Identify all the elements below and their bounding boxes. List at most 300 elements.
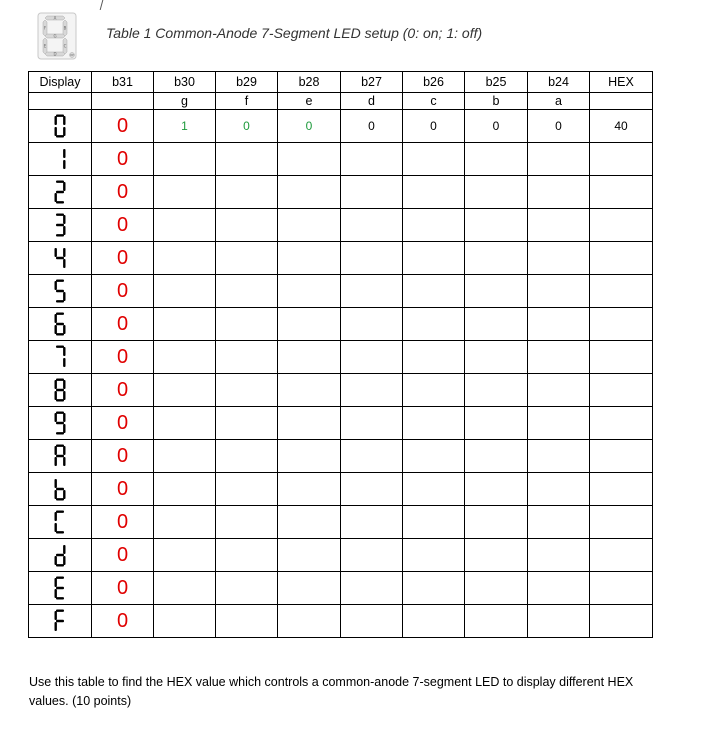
segment-c: [63, 490, 65, 499]
bit-cell-b29[interactable]: [216, 143, 278, 176]
segment-g: [56, 587, 64, 589]
segment-f: [55, 380, 57, 389]
segment-d: [56, 201, 64, 203]
hex-cell[interactable]: [590, 308, 653, 341]
segment-cell: [590, 93, 653, 110]
display-cell: [29, 308, 92, 341]
bit-cell-b25[interactable]: [465, 242, 528, 275]
b31-cell: 0: [92, 143, 154, 176]
b31-cell: 0: [92, 572, 154, 605]
bit-cell-b25[interactable]: 0: [465, 110, 528, 143]
seven-segment-digit-icon: [54, 180, 66, 204]
segment-c: [63, 391, 65, 400]
bit-cell-b30[interactable]: [154, 143, 216, 176]
b31-cell: 0: [92, 341, 154, 374]
bit-cell-b27[interactable]: [341, 572, 403, 605]
b31-cell: 0: [92, 506, 154, 539]
bit-cell-b27[interactable]: [341, 242, 403, 275]
segment-a: [56, 610, 64, 612]
bit-cell-b24[interactable]: [528, 242, 590, 275]
bit-cell-b28[interactable]: [278, 308, 341, 341]
header-b24: b24: [528, 72, 590, 93]
bit-cell-b28[interactable]: [278, 572, 341, 605]
seven-segment-digit-icon: [54, 609, 66, 633]
bit-cell-b24[interactable]: [528, 176, 590, 209]
segment-d: [56, 531, 64, 533]
table-row: [29, 209, 653, 242]
hex-cell[interactable]: [590, 440, 653, 473]
bit-cell-b24[interactable]: [528, 605, 590, 638]
b31-cell: 0: [92, 440, 154, 473]
segment-label-e: E: [43, 43, 47, 49]
table-row: [29, 572, 653, 605]
segment-cell: b: [465, 93, 528, 110]
bit-cell-b24[interactable]: [528, 407, 590, 440]
bit-cell-b29[interactable]: [216, 209, 278, 242]
segment-f: [55, 314, 57, 323]
table-row: [29, 374, 653, 407]
bit-cell-b24[interactable]: [528, 440, 590, 473]
segment-a: [56, 412, 64, 414]
bit-cell-b27[interactable]: [341, 275, 403, 308]
seven-segment-digit-icon: [54, 510, 66, 534]
segment-c: [63, 160, 65, 169]
bit-cell-b25[interactable]: [465, 341, 528, 374]
seven-segment-digit-icon: [54, 378, 66, 402]
display-cell: [29, 572, 92, 605]
bit-cell-b29[interactable]: 0: [216, 110, 278, 143]
bit-cell-b28[interactable]: [278, 605, 341, 638]
table-row: [29, 308, 653, 341]
hex-cell[interactable]: [590, 176, 653, 209]
table-row: [29, 539, 653, 572]
segment-b: [63, 182, 65, 191]
bit-cell-b30[interactable]: [154, 374, 216, 407]
segment-g: [56, 620, 64, 622]
bit-cell-b24[interactable]: [528, 209, 590, 242]
bit-cell-b29[interactable]: [216, 176, 278, 209]
display-cell: [29, 275, 92, 308]
segment-cell: e: [278, 93, 341, 110]
bit-cell-b30[interactable]: [154, 473, 216, 506]
b31-cell: 0: [92, 539, 154, 572]
hex-cell[interactable]: [590, 374, 653, 407]
segment-c: [63, 424, 65, 433]
segment-cell: c: [403, 93, 465, 110]
bit-cell-b24[interactable]: [528, 275, 590, 308]
bit-cell-b25[interactable]: [465, 176, 528, 209]
bit-cell-b29[interactable]: [216, 440, 278, 473]
segment-d: [56, 597, 64, 599]
bit-cell-b25[interactable]: [465, 209, 528, 242]
bit-cell-b25[interactable]: [465, 506, 528, 539]
segment-g: [56, 224, 64, 226]
segment-b: [63, 380, 65, 389]
header-display: Display: [29, 72, 92, 93]
bit-cell-b30[interactable]: 1: [154, 110, 216, 143]
b31-cell: 0: [92, 209, 154, 242]
bit-cell-b25[interactable]: [465, 473, 528, 506]
bit-cell-b27[interactable]: 0: [341, 110, 403, 143]
bit-cell-b28[interactable]: [278, 473, 341, 506]
bit-cell-b30[interactable]: [154, 605, 216, 638]
segment-a: [56, 214, 64, 216]
bit-cell-b29[interactable]: [216, 572, 278, 605]
bit-cell-b26[interactable]: [403, 374, 465, 407]
segment-cell: [92, 93, 154, 110]
segment-d: [56, 234, 64, 236]
bit-cell-b29[interactable]: [216, 539, 278, 572]
seven-segment-diagram-icon: [37, 12, 77, 60]
bit-cell-b26[interactable]: [403, 473, 465, 506]
bit-cell-b27[interactable]: [341, 308, 403, 341]
bit-cell-b26[interactable]: [403, 209, 465, 242]
bit-cell-b25[interactable]: [465, 407, 528, 440]
display-cell: [29, 605, 92, 638]
seven-segment-digit-icon: [54, 411, 66, 435]
segment-e: [55, 523, 57, 532]
bit-cell-b25[interactable]: [465, 275, 528, 308]
header-b29: b29: [216, 72, 278, 93]
bit-cell-b28[interactable]: [278, 242, 341, 275]
bit-cell-b27[interactable]: [341, 605, 403, 638]
hex-cell[interactable]: [590, 473, 653, 506]
segment-a: [56, 181, 64, 183]
bit-cell-b25[interactable]: [465, 539, 528, 572]
bit-cell-b25[interactable]: [465, 308, 528, 341]
segment-a: [56, 379, 64, 381]
seven-segment-digit-icon: [54, 246, 66, 270]
bit-cell-b24[interactable]: 0: [528, 110, 590, 143]
bit-cell-b28[interactable]: [278, 176, 341, 209]
segment-d: [56, 399, 64, 401]
instruction-note: Use this table to find the HEX value which controls a common-anode 7-segment LED to display different HEX values. (10 points): [29, 675, 634, 708]
bit-cell-b30[interactable]: [154, 407, 216, 440]
bit-cell-b26[interactable]: [403, 341, 465, 374]
segment-d: [56, 333, 64, 335]
bit-cell-b24[interactable]: [528, 539, 590, 572]
bit-cell-b24[interactable]: [528, 473, 590, 506]
bit-cell-b26[interactable]: [403, 572, 465, 605]
bit-cell-b28[interactable]: 0: [278, 110, 341, 143]
bit-cell-b26[interactable]: [403, 539, 465, 572]
bit-cell-b29[interactable]: [216, 275, 278, 308]
bit-cell-b24[interactable]: [528, 143, 590, 176]
display-cell: [29, 143, 92, 176]
hex-cell[interactable]: [590, 605, 653, 638]
header-b26: b26: [403, 72, 465, 93]
table-row: [29, 605, 653, 638]
bit-cell-b26[interactable]: [403, 143, 465, 176]
bit-cell-b30[interactable]: [154, 308, 216, 341]
segment-b: [63, 347, 65, 356]
hex-cell[interactable]: 40: [590, 110, 653, 143]
bit-cell-b27[interactable]: [341, 440, 403, 473]
bit-cell-b26[interactable]: [403, 506, 465, 539]
segment-d: [56, 432, 64, 434]
segment-c: [63, 325, 65, 334]
segment-f: [55, 281, 57, 290]
segment-g: [56, 422, 64, 424]
segment-e: [55, 127, 57, 136]
bit-cell-b30[interactable]: [154, 176, 216, 209]
segment-a: [56, 280, 64, 282]
table-row: [29, 242, 653, 275]
table-row: [29, 341, 653, 374]
segment-g: [56, 257, 64, 259]
seven-segment-digit-icon: [54, 213, 66, 237]
bit-cell-b27[interactable]: [341, 209, 403, 242]
bit-cell-b29[interactable]: [216, 605, 278, 638]
table-row: [29, 143, 653, 176]
table-row: [29, 440, 653, 473]
stray-mark: [100, 0, 104, 10]
bit-cell-b30[interactable]: [154, 539, 216, 572]
hex-cell[interactable]: [590, 242, 653, 275]
segment-f: [55, 248, 57, 257]
bit-cell-b28[interactable]: [278, 407, 341, 440]
bit-cell-b24[interactable]: [528, 506, 590, 539]
bit-cell-b27[interactable]: [341, 407, 403, 440]
b31-cell: 0: [92, 605, 154, 638]
bit-cell-b25[interactable]: [465, 374, 528, 407]
bit-cell-b24[interactable]: [528, 374, 590, 407]
segment-g: [56, 488, 64, 490]
hex-cell[interactable]: [590, 209, 653, 242]
display-cell: [29, 506, 92, 539]
bit-cell-b26[interactable]: [403, 176, 465, 209]
segment-c: [63, 259, 65, 268]
hex-cell[interactable]: [590, 143, 653, 176]
segment-g: [56, 455, 64, 457]
segment-cell: a: [528, 93, 590, 110]
b31-cell: 0: [92, 275, 154, 308]
bit-cell-b24[interactable]: [528, 572, 590, 605]
bit-cell-b27[interactable]: [341, 506, 403, 539]
segment-g: [56, 389, 64, 391]
bit-cell-b25[interactable]: [465, 143, 528, 176]
segment-b: [63, 446, 65, 455]
segment-f: [55, 611, 57, 620]
display-cell: [29, 539, 92, 572]
bit-cell-b28[interactable]: [278, 275, 341, 308]
seven-segment-digit-icon: [54, 444, 66, 468]
segment-a: [56, 577, 64, 579]
segment-a: [56, 313, 64, 315]
segment-a: [56, 346, 64, 348]
segment-label-g: G: [53, 33, 57, 39]
segment-e: [55, 589, 57, 598]
hex-cell[interactable]: [590, 506, 653, 539]
b31-cell: 0: [92, 473, 154, 506]
segment-row: [29, 93, 653, 110]
bit-cell-b27[interactable]: [341, 374, 403, 407]
header-hex: HEX: [590, 72, 653, 93]
bit-cell-b28[interactable]: [278, 209, 341, 242]
segment-f: [55, 413, 57, 422]
segment-c: [63, 556, 65, 565]
hex-cell[interactable]: [590, 539, 653, 572]
header-b30: b30: [154, 72, 216, 93]
segment-f: [55, 446, 57, 455]
bit-cell-b25[interactable]: [465, 605, 528, 638]
bit-cell-b26[interactable]: [403, 275, 465, 308]
seven-segment-digit-icon: [54, 279, 66, 303]
table-body: [29, 110, 653, 638]
segment-g: [56, 290, 64, 292]
hex-cell[interactable]: [590, 341, 653, 374]
b31-cell: 0: [92, 308, 154, 341]
header-b27: b27: [341, 72, 403, 93]
display-cell: [29, 242, 92, 275]
segment-c: [63, 457, 65, 466]
segment-c: [63, 127, 65, 136]
display-cell: [29, 473, 92, 506]
bit-cell-b26[interactable]: 0: [403, 110, 465, 143]
bit-cell-b26[interactable]: [403, 605, 465, 638]
segment-b: [63, 149, 65, 158]
b31-cell: 0: [92, 407, 154, 440]
segment-e: [55, 556, 57, 565]
display-cell: [29, 440, 92, 473]
segment-f: [55, 512, 57, 521]
table-row: [29, 110, 653, 143]
segment-cell: g: [154, 93, 216, 110]
table-row: [29, 473, 653, 506]
display-cell: [29, 209, 92, 242]
bit-cell-b27[interactable]: [341, 143, 403, 176]
segment-c: [63, 226, 65, 235]
bit-cell-b27[interactable]: [341, 176, 403, 209]
bit-cell-b29[interactable]: [216, 308, 278, 341]
bit-cell-b24[interactable]: [528, 308, 590, 341]
b31-cell: 0: [92, 110, 154, 143]
bit-cell-b29[interactable]: [216, 341, 278, 374]
segment-label-a: A: [53, 15, 57, 21]
segment-label-f: F: [43, 25, 47, 31]
display-cell: [29, 407, 92, 440]
segment-e: [55, 490, 57, 499]
segment-label-c: C: [63, 43, 67, 49]
segment-a: [56, 445, 64, 447]
bit-cell-b30[interactable]: [154, 440, 216, 473]
header-b25: b25: [465, 72, 528, 93]
seven-segment-digit-icon: [54, 576, 66, 600]
segment-g: [56, 191, 64, 193]
seven-segment-digit-icon: [54, 114, 66, 138]
bit-cell-b27[interactable]: [341, 341, 403, 374]
table-row: [29, 407, 653, 440]
segment-f: [55, 578, 57, 587]
segment-label-dp: DP: [70, 54, 74, 58]
bit-cell-b27[interactable]: [341, 539, 403, 572]
bit-cell-b30[interactable]: [154, 572, 216, 605]
bit-cell-b30[interactable]: [154, 275, 216, 308]
hex-cell[interactable]: [590, 275, 653, 308]
bit-cell-b28[interactable]: [278, 539, 341, 572]
segment-g: [56, 554, 64, 556]
segment-c: [63, 292, 65, 301]
seven-segment-digit-icon: [54, 147, 66, 171]
bit-cell-b28[interactable]: [278, 341, 341, 374]
header-b31: b31: [92, 72, 154, 93]
bit-cell-b29[interactable]: [216, 242, 278, 275]
bit-cell-b26[interactable]: [403, 440, 465, 473]
segment-b: [63, 116, 65, 125]
segment-e: [55, 622, 57, 631]
bit-cell-b26[interactable]: [403, 242, 465, 275]
bit-cell-b28[interactable]: [278, 440, 341, 473]
bit-cell-b24[interactable]: [528, 341, 590, 374]
segment-e: [55, 391, 57, 400]
segment-b: [63, 248, 65, 257]
seven-segment-digit-icon: [54, 543, 66, 567]
bit-cell-b28[interactable]: [278, 143, 341, 176]
bit-cell-b29[interactable]: [216, 473, 278, 506]
bit-cell-b25[interactable]: [465, 440, 528, 473]
segment-e: [55, 325, 57, 334]
table-row: [29, 275, 653, 308]
b31-cell: 0: [92, 176, 154, 209]
segment-b: [63, 215, 65, 224]
segment-cell: [29, 93, 92, 110]
segment-label-b: B: [63, 25, 67, 31]
segment-d: [56, 135, 64, 137]
bit-cell-b28[interactable]: [278, 374, 341, 407]
segment-a: [56, 115, 64, 117]
bit-cell-b25[interactable]: [465, 572, 528, 605]
segment-a: [56, 511, 64, 513]
hex-cell[interactable]: [590, 407, 653, 440]
seven-segment-digit-icon: [54, 345, 66, 369]
bit-cell-b26[interactable]: [403, 308, 465, 341]
bit-cell-b26[interactable]: [403, 407, 465, 440]
segment-cell: d: [341, 93, 403, 110]
bit-cell-b29[interactable]: [216, 374, 278, 407]
bit-cell-b30[interactable]: [154, 209, 216, 242]
table-caption: Table 1 Common-Anode 7-Segment LED setup (0: on; 1: off): [106, 25, 483, 41]
display-cell: [29, 374, 92, 407]
segment-label-d: D: [53, 51, 57, 57]
table-row: [29, 506, 653, 539]
segment-c: [63, 358, 65, 367]
bit-cell-b27[interactable]: [341, 473, 403, 506]
b31-cell: 0: [92, 242, 154, 275]
display-cell: [29, 176, 92, 209]
seven-segment-digit-icon: [54, 477, 66, 501]
segment-d: [56, 498, 64, 500]
seven-segment-digit-icon: [54, 312, 66, 336]
header-row: [29, 72, 653, 93]
bit-cell-b30[interactable]: [154, 341, 216, 374]
b31-cell: 0: [92, 374, 154, 407]
segment-b: [63, 413, 65, 422]
bit-cell-b29[interactable]: [216, 407, 278, 440]
header-b28: b28: [278, 72, 341, 93]
segment-e: [55, 193, 57, 202]
led-table: [28, 71, 653, 638]
display-cell: [29, 110, 92, 143]
segment-f: [55, 116, 57, 125]
table-row: [29, 176, 653, 209]
bit-cell-b30[interactable]: [154, 242, 216, 275]
bit-cell-b30[interactable]: [154, 506, 216, 539]
segment-g: [56, 323, 64, 325]
bit-cell-b29[interactable]: [216, 506, 278, 539]
bit-cell-b28[interactable]: [278, 506, 341, 539]
hex-cell[interactable]: [590, 572, 653, 605]
segment-d: [56, 300, 64, 302]
